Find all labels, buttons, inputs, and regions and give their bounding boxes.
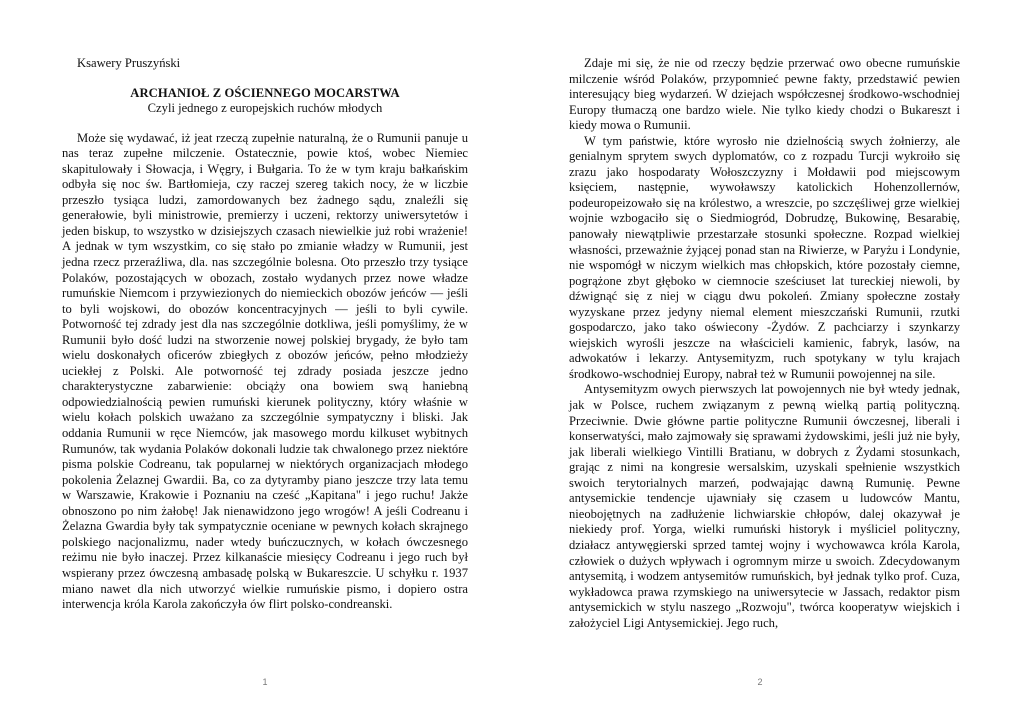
right-page bbox=[512, 0, 1024, 724]
paragraph: Może się wydawać, iż jeat rzeczą zupełnie naturalną, że o Rumunii panuje u nas teraz zupełne milczenie. Ostatecznie, powie ktoś, wobec Niemiec skapitulowały i Słowacja, i Węgry, i Bułgaria. To że w tym kraju bałkańskim odbyła się noc św. Bartłomieja, czy raczej szereg takich nocy, że w liczbie przeszło tysiąca ludzi, zamordowanych bez żadnego sądu, znaleźli się generałowie, byli ministrowie, premierzy i uczeni, rektorzy uniwersytetów i jeden biskup, to wszystko w dzisiejszych czasach niewielkie już robi wrażenie! A jednak w tym wszystkim, co się stało po zmianie władzy w Rumunii, jest jedna rzecz przeraźliwa, dla. nas szczególnie bolesna. Oto przeszło trzy tysiące Polaków, pozostających w obozach, zostało wydanych przez nowe władze rumuńskie Niemcom i przywiezionych do niemieckich obozów jeńców — jeśli to byli wojskowi, do obozów koncentracyjnych — jeśli to byli cywile. Potworność tej zdrady jest dla nas szczególnie dotkliwa, jeśli pomyślimy, że w Rumunii było dość ludzi na stworzenie nowej polskiej brygady, że było tam wielu doskonałych oficerów zbiegłych z obozów jeńców, pełno młodzieży uciekłej z Polski. Ale potworność tej zdrady posiada jeszcze jedno charakterystyczne zabarwienie: obciąży ona bowiem swą haniebną odpowiedzialnością pewien rumuński kierunek polityczny, który właśnie w wielu kołach polskich uważano za szczególnie sympatyczny i bliski. Jak oddania Rumunii w ręce Niemców, jak masowego mordu kilkuset wybitnych Rumunów, tak wydania Polaków dokonali ludzie tak chwalonego przez niektóre pisma polskie Codreanu, tak popularnej w niektórych organizacjach młodego pokolenia Żelaznej Gwardii. Ba, co za dytyramby piano jeszcze trzy lata temu w Warszawie, Krakowie i Poznaniu na cześć „Kapitana" i jego ruchu! Jakże obnoszono po nim żałobę! Jak nienawidzono jego wrogów! A jeśli Codreanu i Żelazna Gwardia były tak sympatycznie oceniane w pewnych kołach skrajnego polskiego nacjonalizmu, nader wtedy buńczucznych, w kołach ówczesnego reżimu nie było inaczej. Przez kilkanaście miesięcy Codreanu i jego ruch był wspierany przez ówczesną ambasadę polską w Bukareszcie. U schyłku r. 1937 miano nawet dla nich utworzyć wielkie rumuńskie pismo, i dopiero ostra interwencja króla Karola zakończyła ów flirt polsko-condreanski. bbox=[62, 130, 468, 612]
page-number: 2 bbox=[757, 677, 763, 687]
page-number: 1 bbox=[262, 677, 268, 687]
article-subtitle: Czyli jednego z europejskich ruchów młodych bbox=[147, 101, 383, 116]
right-column bbox=[569, 56, 960, 631]
article-title: ARCHANIOŁ Z OŚCIENNEGO MOCARSTWA bbox=[130, 85, 400, 100]
paragraph: Zdaje mi się, że nie od rzeczy będzie przerwać owo obecne rumuńskie milczenie wśród Polaków, przypomnieć pewne fakty, przedstawić pewien interesujący bieg wydarzeń. W dziejach współczesnej środkowo-wschodniej Europy tłumaczą one bardzo wiele. Nie tylko kiedy chodzi o Bukareszt i kiedy mowa o Rumunii. bbox=[569, 56, 960, 133]
paragraph: W tym państwie, które wyrosło nie dzielnością swych żołnierzy, ale genialnym sprytem swych dyplomatów, co z rozpadu Turcji wykroiło się zrazu jako hospodaraty Wołoszczyzny i Mołdawii pod miejscowym księciem, następnie, wywoławszy katolickich Hohenzollernów, podeuropeizowało się na królestwo, a wreszcie, po szczęśliwej grze wielkiej wojnie wzbogaciło się o Siedmiogród, Dobrudzę, Bukowinę, Besarabię, panowały niewątpliwie przestarzałe stosunki społeczne. Rozpad wielkiej własności, przeważnie żyjącej ponad stan na Riwierze, w Paryżu i Londynie, nie wspomógł w niczym wielkich mas chłopskich, które pozostały ciemne, pogrążone zbyt głęboko w ciemnocie sześciuset lat tureckiej niewoli, by dźwignąć się z niej w ciągu dwu pokoleń. Zmiany społeczne zostały wyzyskane przez jedyny niemal element mieszczański Rumunii, rzutki gospodarczo, jako tako oświecony -Żydów. Z pachciarzy i szynkarzy wiejskich wyrośli jeszcze na właścicieli kamienic, fabryk, lasów, na adwokatów i lekarzy. Antysemityzm, ruch spotykany w tylu krajach środkowo-wschodniej Europy, nabrał też w Rumunii powojennej na sile. bbox=[569, 133, 960, 381]
author-name: Ksawery Pruszyński bbox=[77, 56, 181, 70]
paragraph: Antysemityzm owych pierwszych lat powojennych nie był wtedy jednak, jak w Polsce, ruchem związanym z pewną wielką partią polityczną. Przeciwnie. Dwie główne partie polityczne Rumunii ówczesnej, liberali i konserwatyści, mało zajmowały się sprawami żydowskimi, jeśli już nie były, jak liberali wielkiego Vintilli Bratianu, w dobrych z Żydami stosunkach, grając z nimi na kongresie wersalskim, uzyskali spełnienie wszystkich swoich terytorialnych marzeń, podwajając dawną Rumunię. Pewne antysemickie tendencje ujawniały się czasem u ludowców Mantu, nieobojętnych na zadłużenie lichwiarskie chłopów, dalej okazywał je niekiedy prof. Yorga, wielki rumuński historyk i myśliciel polityczny, działacz antywęgierski sprzed tamtej wojny i wychowawca króla Karola, człowiek o dużych wpływach i ogromnym mirze u swoich. Zdecydowanym antysemitą, i wodzem antysemitów rumuńskich, był jednak tylko prof. Cuza, wykładowca prawa rzymskiego na uniwersytecie w Jassach, redaktor pism antysemickich w stylu naszego „Rozwoju", twórca kooperatyw wiejskich i założyciel Ligi Antysemickiej. Jego ruch, bbox=[569, 382, 960, 630]
left-column bbox=[62, 56, 468, 613]
